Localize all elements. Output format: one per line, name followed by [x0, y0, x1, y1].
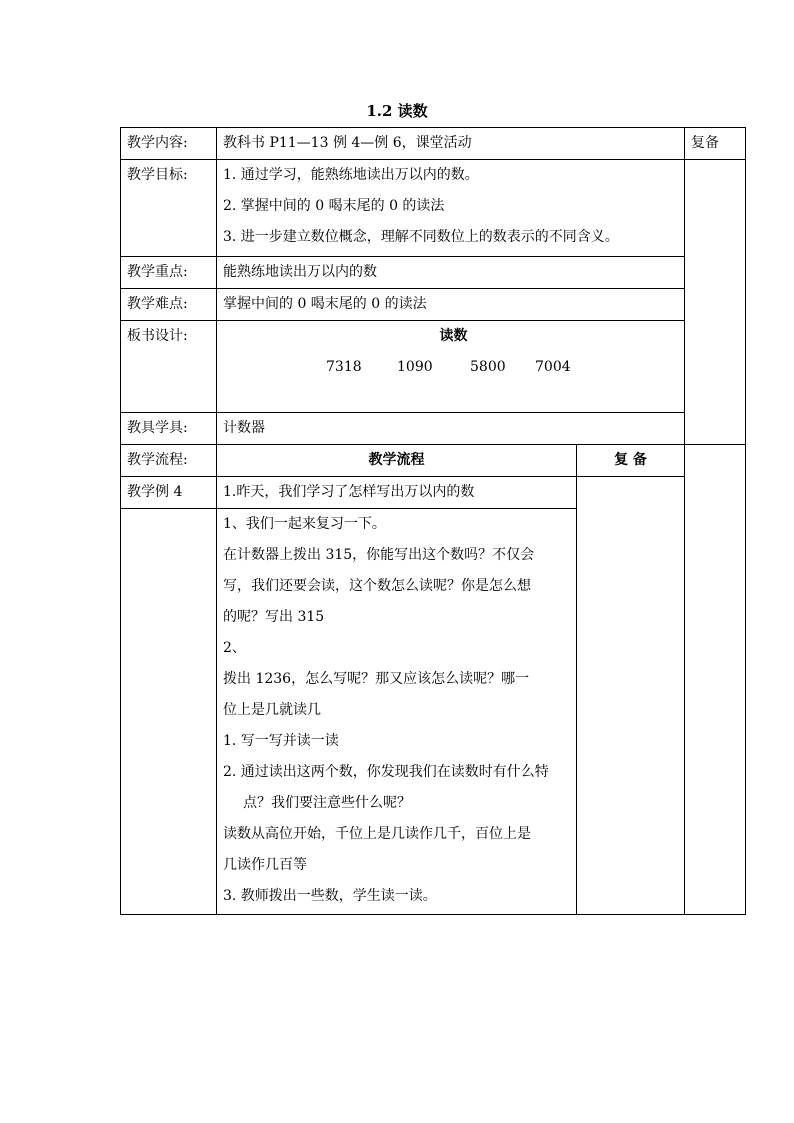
label-difficulty: 教学难点:: [121, 289, 217, 321]
detail-line: 的呢？写出 315: [223, 609, 325, 625]
label-content: 教学内容:: [121, 128, 217, 160]
label-tools: 教具学具:: [121, 413, 217, 445]
row-flow: [121, 445, 746, 477]
value-detail: [217, 509, 577, 915]
flow-heading: 教学流程: [217, 445, 577, 477]
value-key: 能熟练地读出万以内的数: [217, 257, 685, 289]
row-key: [121, 257, 746, 289]
value-tools: 计数器: [217, 413, 685, 445]
lesson-plan-table: [120, 127, 746, 915]
detail-line: 位上是几就读几: [223, 702, 321, 718]
detail-line: 1、我们一起来复习一下。: [223, 516, 386, 532]
side-column-empty: [685, 160, 746, 445]
row-goals: [121, 160, 746, 257]
label-flow: 教学流程:: [121, 445, 217, 477]
label-goals: 教学目标:: [121, 160, 217, 257]
value-difficulty: 掌握中间的 0 喝末尾的 0 的读法: [217, 289, 685, 321]
row-difficulty: [121, 289, 746, 321]
value-goals: [217, 160, 685, 257]
goal-item: 1. 通过学习，能熟练地读出万以内的数。: [223, 167, 479, 183]
row-example: [121, 477, 746, 509]
label-key: 教学重点:: [121, 257, 217, 289]
row-tools: [121, 413, 746, 445]
side-fubei: 复备: [685, 128, 746, 160]
document-title: 1.2 读数: [366, 102, 428, 120]
label-detail-empty: [121, 509, 217, 915]
board-heading: 读数: [439, 328, 468, 344]
side-column-empty: [685, 445, 746, 915]
detail-line: 2、: [223, 640, 246, 656]
flow-side-empty: [577, 477, 685, 915]
detail-line: 写，我们还要会读，这个数怎么读呢？你是怎么想: [223, 578, 531, 594]
board-number: 7318: [326, 359, 362, 375]
board-number: 7004: [535, 359, 571, 375]
board-number: 5800: [470, 359, 506, 375]
goal-item: 2. 掌握中间的 0 喝末尾的 0 的读法: [223, 198, 445, 214]
detail-line: 读数从高位开始，千位上是几读作几千，百位上是: [223, 826, 531, 842]
flow-side-heading: 复 备: [577, 445, 685, 477]
detail-line: 几读作几百等: [223, 857, 307, 873]
board-number: 1090: [397, 359, 433, 375]
detail-line: 2. 通过读出这两个数，你发现我们在读数时有什么特点？我们要注意些什么呢？: [223, 764, 549, 811]
goal-item: 3. 进一步建立数位概念，理解不同数位上的数表示的不同含义。: [223, 229, 619, 245]
detail-line: 拨出 1236，怎么写呢？那又应该怎么读呢？哪一: [223, 671, 530, 687]
value-board: [217, 321, 685, 413]
detail-line: 1. 写一写并读一读: [223, 733, 339, 749]
detail-line: 在计数器上拨出 315，你能写出这个数吗？不仅会: [223, 547, 535, 563]
detail-line: 3. 教师拨出一些数，学生读一读。: [223, 888, 437, 904]
value-example: 1.昨天，我们学习了怎样写出万以内的数: [217, 477, 577, 509]
label-example: 教学例 4: [121, 477, 217, 509]
label-board: 板书设计:: [121, 321, 217, 413]
board-numbers: [223, 352, 684, 383]
row-board: [121, 321, 746, 413]
row-content: [121, 128, 746, 160]
value-content: 教科书 P11—13 例 4—例 6，课堂活动: [217, 128, 685, 160]
